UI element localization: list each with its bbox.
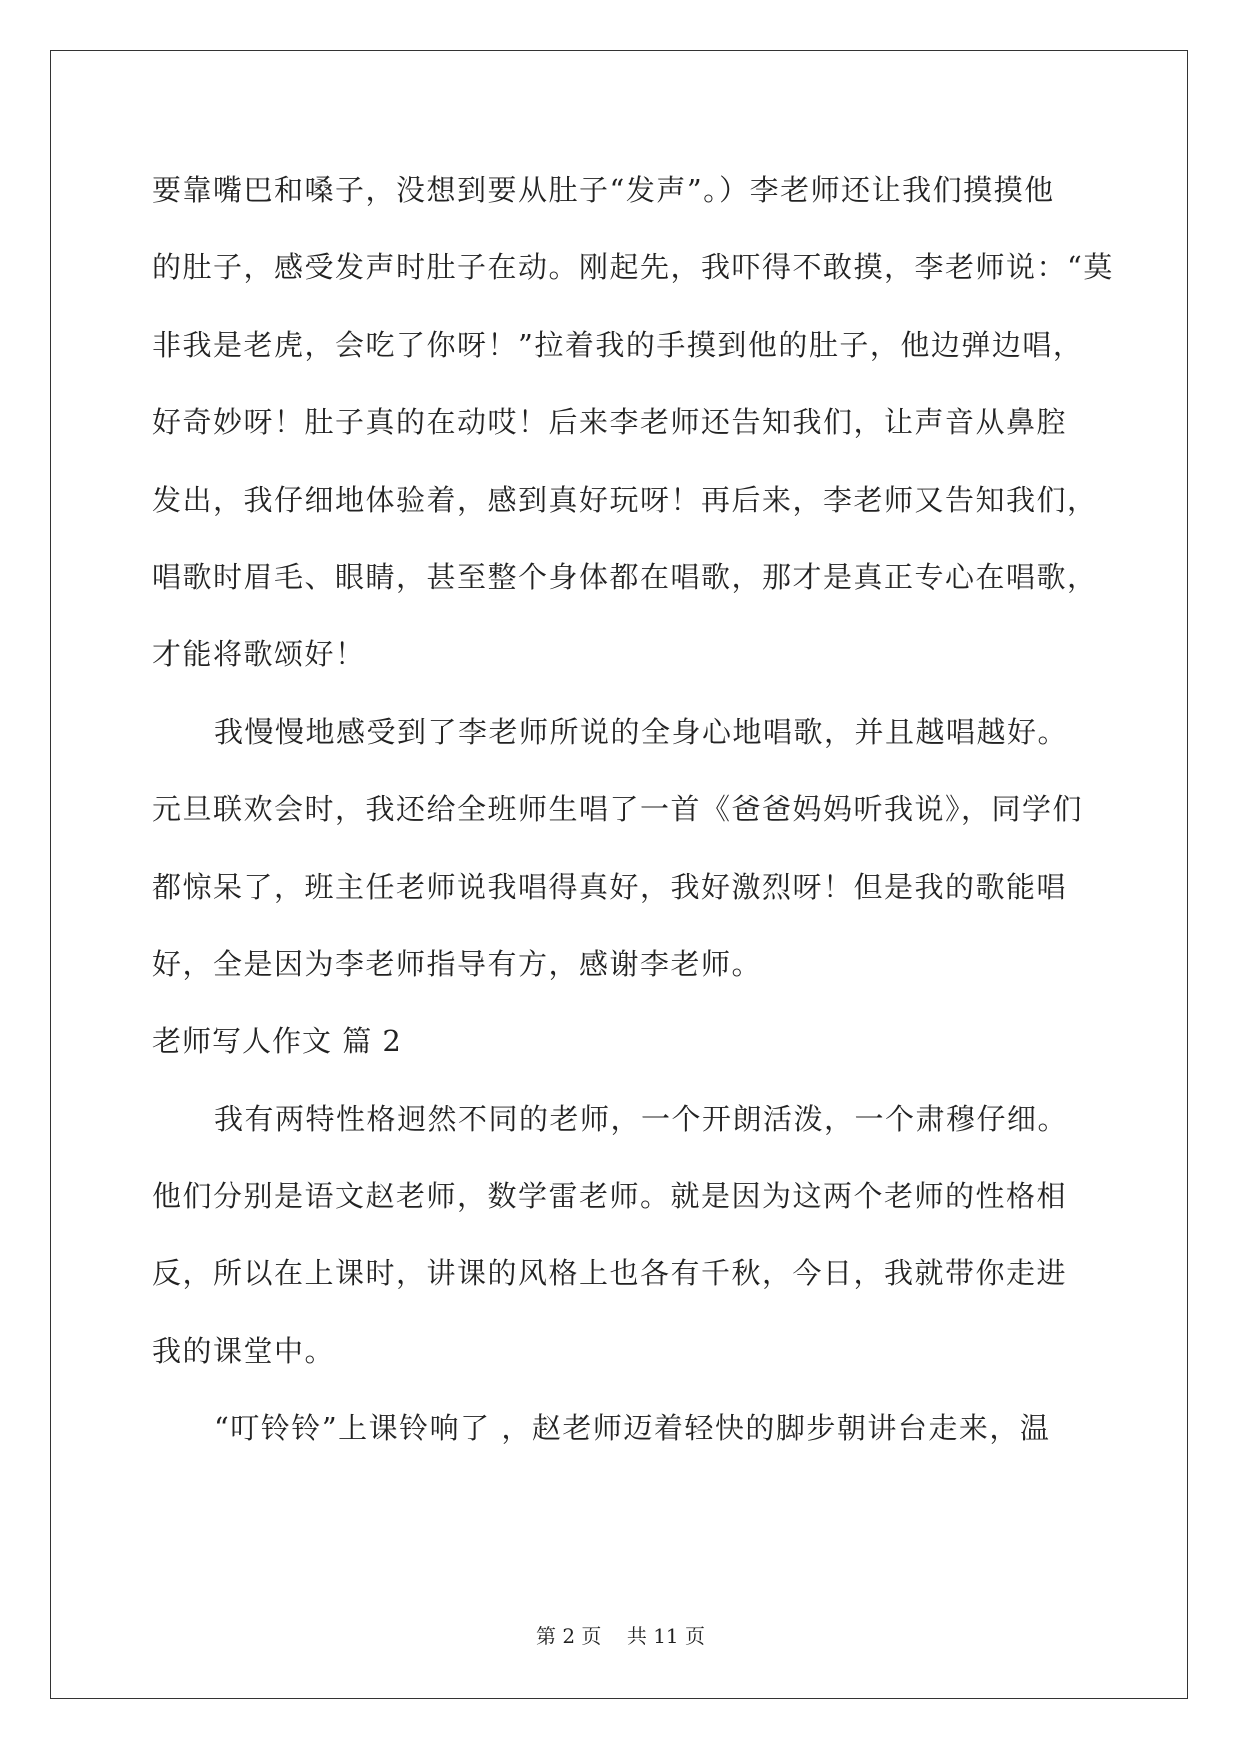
text-line: 好奇妙呀！肚子真的在动哎！后来李老师还告知我们，让声音从鼻腔 — [152, 405, 1068, 440]
text-line: 的肚子，感受发声时肚子在动。刚起先，我吓得不敢摸，李老师说：“莫 — [152, 250, 1114, 285]
paragraph-first-line: “叮铃铃”上课铃响了 ，赵老师迈着轻快的脚步朝讲台走来，温 — [214, 1411, 1051, 1446]
page-footer — [0, 1620, 1241, 1649]
paragraph-first-line: 我有两特性格迥然不同的老师，一个开朗活泼，一个肃穆仔细。 — [214, 1101, 1069, 1136]
text-line: 反，所以在上课时，讲课的风格上也各有千秋，今日，我就带你走进 — [152, 1256, 1068, 1291]
text-line: 非我是老虎，会吃了你呀！”拉着我的手摸到他的肚子，他边弹边唱， — [152, 327, 1084, 362]
paragraph-first-line: 我慢慢地感受到了李老师所说的全身心地唱歌，并且越唱越好。 — [214, 714, 1069, 749]
text-line: 唱歌时眉毛、眼睛，甚至整个身体都在唱歌，那才是真正专心在唱歌， — [152, 559, 1098, 594]
text-line: 才能将歌颂好！ — [152, 637, 366, 672]
page-number-label: 第 2 页 共 11 页 — [535, 1624, 706, 1648]
text-line: 发出，我仔细地体验着，感到真好玩呀！再后来，李老师又告知我们， — [152, 482, 1098, 517]
text-line: 元旦联欢会时，我还给全班师生唱了一首《爸爸妈妈听我说》，同学们 — [152, 792, 1084, 827]
document-body — [152, 160, 1114, 1476]
text-line: 我的课堂中。 — [152, 1333, 336, 1368]
text-line: 都惊呆了，班主任老师说我唱得真好，我好激烈呀！但是我的歌能唱 — [152, 869, 1068, 904]
text-line: 好，全是因为李老师指导有方，感谢李老师。 — [152, 946, 763, 981]
text-line: 他们分别是语文赵老师，数学雷老师。就是因为这两个老师的性格相 — [152, 1179, 1068, 1214]
text-line: 要靠嘴巴和嗓子，没想到要从肚子“发声”。）李老师还让我们摸摸他 — [152, 173, 1055, 207]
section-heading: 老师写人作文 篇 2 — [152, 1024, 402, 1059]
